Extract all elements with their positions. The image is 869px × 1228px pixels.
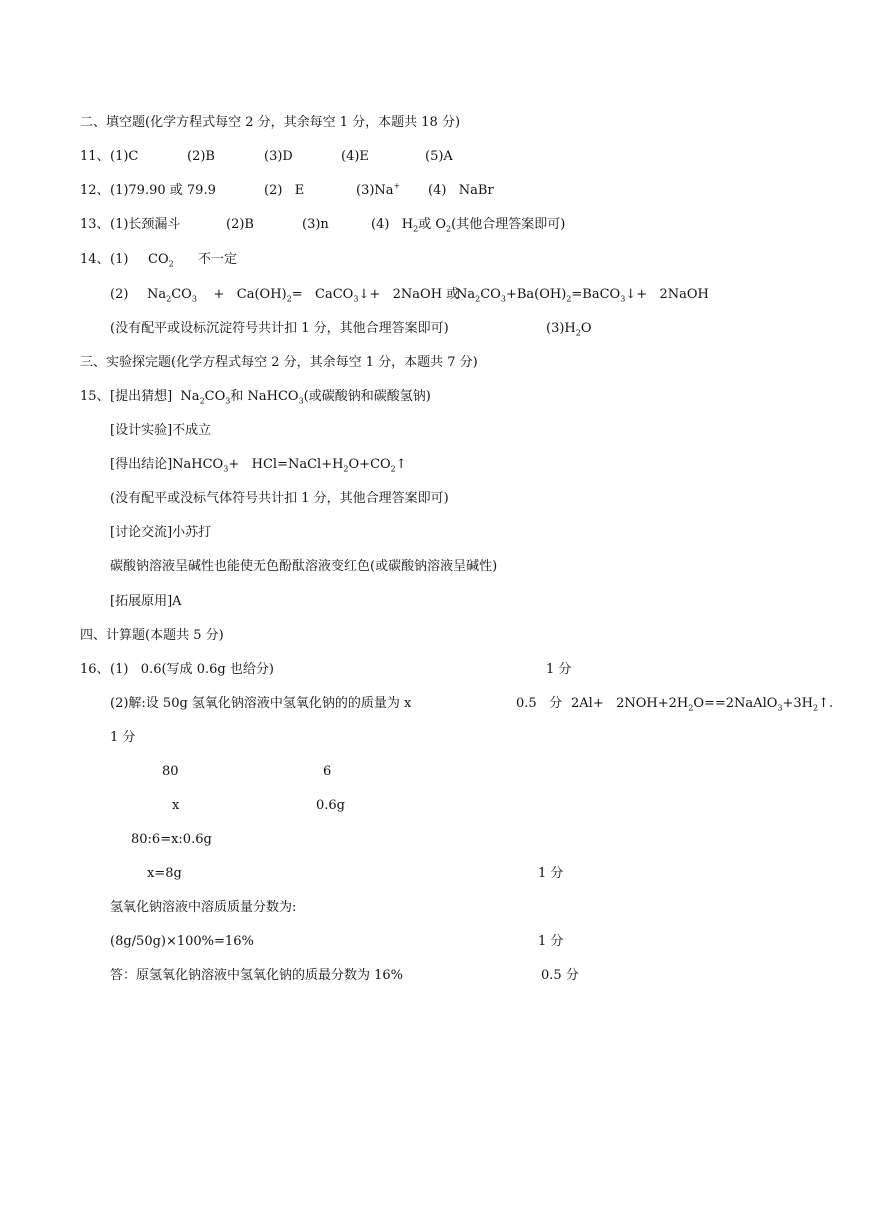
q11-answer-4: (4)E <box>341 149 369 164</box>
q15-expand: [拓展原用]A <box>110 594 182 609</box>
section-calc-heading: 四、计算题(本题共 5 分) <box>80 628 224 643</box>
q12-answer-3: (3)Na+ <box>356 181 401 198</box>
q15-design: [设计实验]不成立 <box>110 423 212 438</box>
q16-score-3: 1 分 <box>538 866 564 881</box>
q16-ratio-x: x <box>172 798 180 813</box>
q16-ratio-6: 6 <box>323 764 332 779</box>
q13-answer-1: (1)长颈漏斗 <box>110 217 181 232</box>
q15-note: (没有配平或没标气体符号共计扣 1 分，其他合理答案即可) <box>110 491 449 506</box>
q14-co2: $CO_2$ <box>148 252 174 269</box>
q13-answer-3: (3)n <box>302 217 329 232</box>
q14-note: (没有配平或设标沉淀符号共计扣 1 分，其他合理答案即可) <box>110 321 449 336</box>
section-fill-heading: 二、填空题(化学方程式每空 2 分，其余每空 1 分，本题共 18 分) <box>80 115 461 130</box>
q14-equation-label: (2) <box>110 287 129 302</box>
q16-mass-calc: (8g/50g)×100%=16% <box>110 934 254 949</box>
q15-conclusion: [得出结论]NaHCO$_3$+ $HCl=NaCl+H_2O+CO_2↑$ <box>110 457 407 474</box>
q16-answer-1: (1) 0.6(写成 0.6g 也给分) <box>110 662 274 677</box>
q16-score-1: 1 分 <box>546 662 572 677</box>
q16-x-result: x=8g <box>147 866 182 881</box>
q11-answer-3: (3)D <box>264 149 293 164</box>
q14-answer-1-label: (1) <box>110 252 129 267</box>
q14-equation-2: $Na_2CO_3+Ba(OH)_2=BaCO_3↓+$ 2NaOH <box>456 287 709 304</box>
q14-uncertain: 不一定 <box>198 252 238 267</box>
q16-score-2: 1 分 <box>110 730 136 745</box>
q14-answer-3: $(3)H_2O$ <box>546 321 592 338</box>
q15-guess: [提出猜想] $Na_2CO_3$和 NaHCO$_3$(或碳酸钠和碳酸氢钠) <box>110 389 431 406</box>
q12-answer-4: (4) NaBr <box>428 183 494 198</box>
section-experiment-heading: 三、实验探完题(化学方程式每空 2 分，其余每空 1 分，本题共 7 分) <box>80 355 478 370</box>
q13-number: 13、 <box>80 217 110 232</box>
q16-solution-setup: (2)解:设 50g 氢氧化钠溶液中氢氧化钠的的质量为 x <box>110 696 412 711</box>
q12-answer-2: (2) E <box>264 183 305 198</box>
q11-answer-1: (1)C <box>110 149 139 164</box>
q16-ratio-06g: 0.6g <box>316 798 345 813</box>
q16-ratio-80: 80 <box>162 764 179 779</box>
q11-answer-2: (2)B <box>187 149 215 164</box>
q16-proportion: 80:6=x:0.6g <box>131 832 212 847</box>
q16-half-score: 0.5 分 <box>516 696 563 711</box>
q14-equation-1: $Na_2CO_3$ + $Ca(OH)_2=$ CaCO$_3$↓+ 2NaOH 或 <box>147 287 460 304</box>
q14-number: 14、 <box>80 252 110 267</box>
q12-number: 12、 <box>80 183 110 198</box>
q12-answer-1: (1)79.90 或 79.9 <box>110 183 216 198</box>
q16-mass-label: 氢氧化钠溶液中溶质质量分数为: <box>110 900 297 915</box>
q16-number: 16、 <box>80 662 110 677</box>
q11-answer-5: (5)A <box>425 149 453 164</box>
q16-score-4: 1 分 <box>538 934 564 949</box>
q15-number: 15、 <box>80 389 110 404</box>
q16-score-5: 0.5 分 <box>541 968 579 983</box>
q11-number: 11、 <box>80 149 110 164</box>
q15-reason: 碳酸钠溶液呈碱性也能使无色酚酞溶液变红色(或碳酸钠溶液呈碱性) <box>110 559 498 574</box>
q15-discuss: [讨论交流]小苏打 <box>110 525 212 540</box>
q13-answer-4: (4) $H_2$或 $O_2$(其他合理答案即可) <box>371 217 566 234</box>
q13-answer-2: (2)B <box>226 217 254 232</box>
q16-answer: 答：原氢氧化钠溶液中氢氧化钠的质最分数为 16% <box>110 968 404 983</box>
q16-equation: $2Al+ 2NOH+2H_2O==2NaAlO_3+3H_2↑$. <box>571 696 834 713</box>
